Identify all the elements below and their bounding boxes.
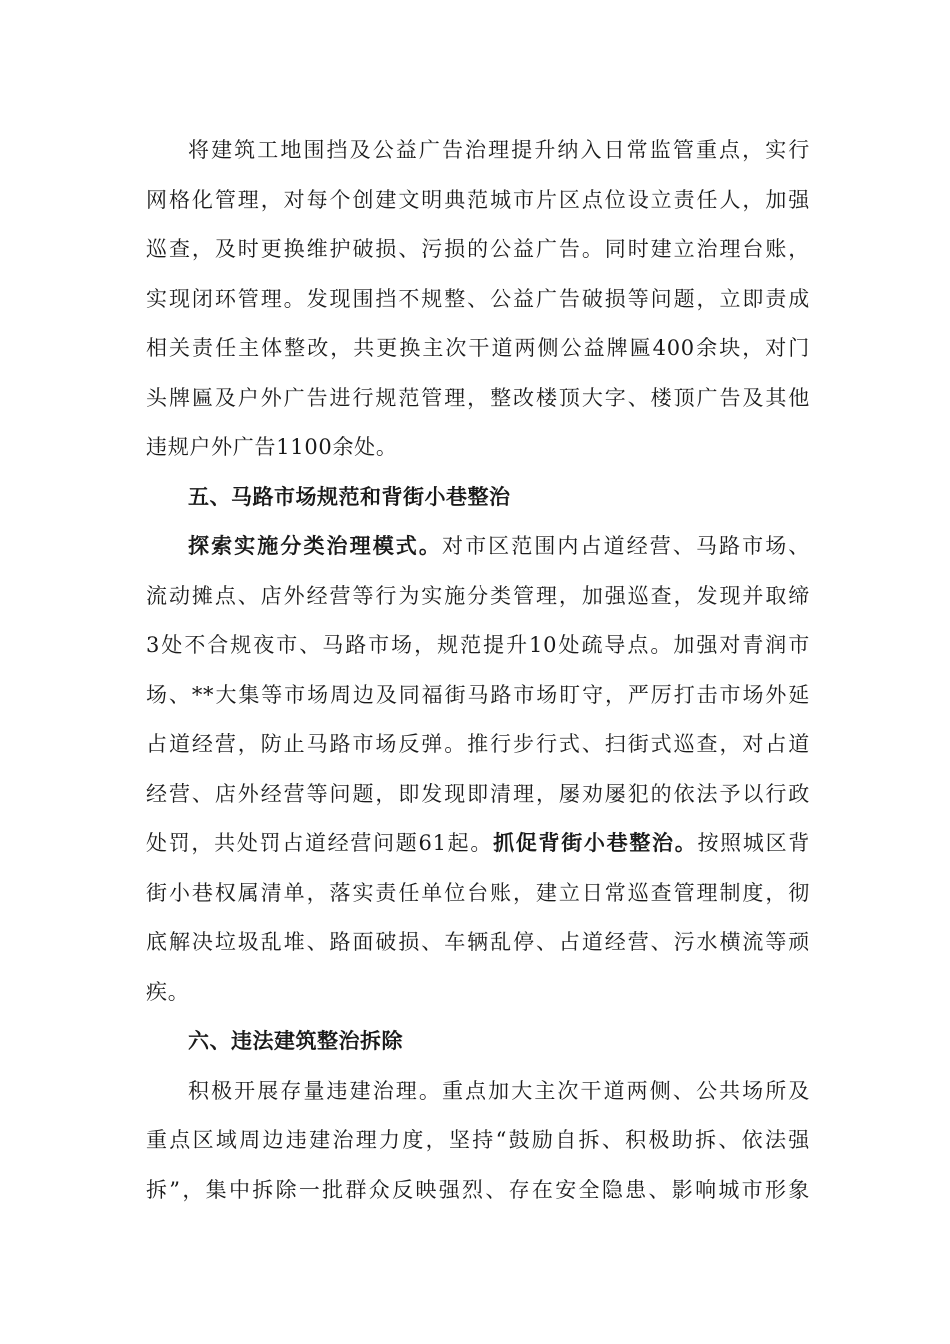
paragraph-line: 重点区域周边违建治理力度，坚持“鼓励自拆、积极助拆、依法强: [146, 1128, 810, 1152]
paragraph-line: 头牌匾及户外广告进行规范管理，整改楼顶大字、楼顶广告及其他: [146, 385, 810, 410]
document-body: [146, 126, 810, 1215]
paragraph-line: 拆”，集中拆除一批群众反映强烈、存在安全隐患、影响城市形象: [146, 1177, 810, 1202]
paragraph-line: 将建筑工地围挡及公益广告治理提升纳入日常监管重点，实行: [188, 138, 810, 162]
paragraph-line: 场、**大集等市场周边及同福街马路市场盯守，严厉打击市场外延: [146, 682, 810, 707]
paragraph-text: 处罚，共处罚占道经营问题61起。: [146, 831, 494, 855]
paragraph-line: 街小巷权属清单，落实责任单位台账，建立日常巡查管理制度，彻: [146, 880, 810, 905]
paragraph-line: 底解决垃圾乱堆、路面破损、车辆乱停、占道经营、污水横流等顽: [146, 930, 810, 954]
paragraph-line: 实现闭环管理。发现围挡不规整、公益广告破损等问题，立即责成: [146, 286, 810, 311]
paragraph-line: 积极开展存量违建治理。重点加大主次干道两侧、公共场所及: [188, 1078, 810, 1103]
paragraph-text: 按照城区背: [697, 831, 810, 855]
paragraph-line: 疾。: [146, 979, 190, 1004]
paragraph-line: 巡查，及时更换维护破损、污损的公益广告。同时建立治理台账，: [146, 237, 810, 261]
paragraph-line: 3处不合规夜市、马路市场，规范提升10处疏导点。加强对青润市: [146, 633, 810, 657]
section-heading: 五、马路市场规范和背街小巷整治: [188, 484, 511, 509]
paragraph-text: 对市区范围内占道经营、马路市场、: [441, 534, 810, 558]
paragraph-line: 经营、店外经营等问题，即发现即清理，屡劝屡犯的依法予以行政: [146, 781, 810, 806]
paragraph-line: [146, 819, 810, 869]
paragraph-line: [146, 522, 810, 572]
section-heading: 六、违法建筑整治拆除: [188, 1029, 403, 1053]
paragraph-line: 相关责任主体整改，共更换主次干道两侧公益牌匾400余块，对门: [146, 336, 810, 360]
paragraph-line: 流动摊点、店外经营等行为实施分类管理，加强巡查，发现并取缔: [146, 583, 810, 608]
paragraph-line: 违规户外广告1100余处。: [146, 435, 398, 459]
paragraph-line: 网格化管理，对每个创建文明典范城市片区点位设立责任人，加强: [146, 187, 810, 212]
paragraph-line: 占道经营，防止马路市场反弹。推行步行式、扫街式巡查，对占道: [146, 732, 810, 756]
bold-lead: 抓促背街小巷整治。: [493, 831, 698, 855]
bold-lead: 探索实施分类治理模式。: [188, 534, 442, 558]
